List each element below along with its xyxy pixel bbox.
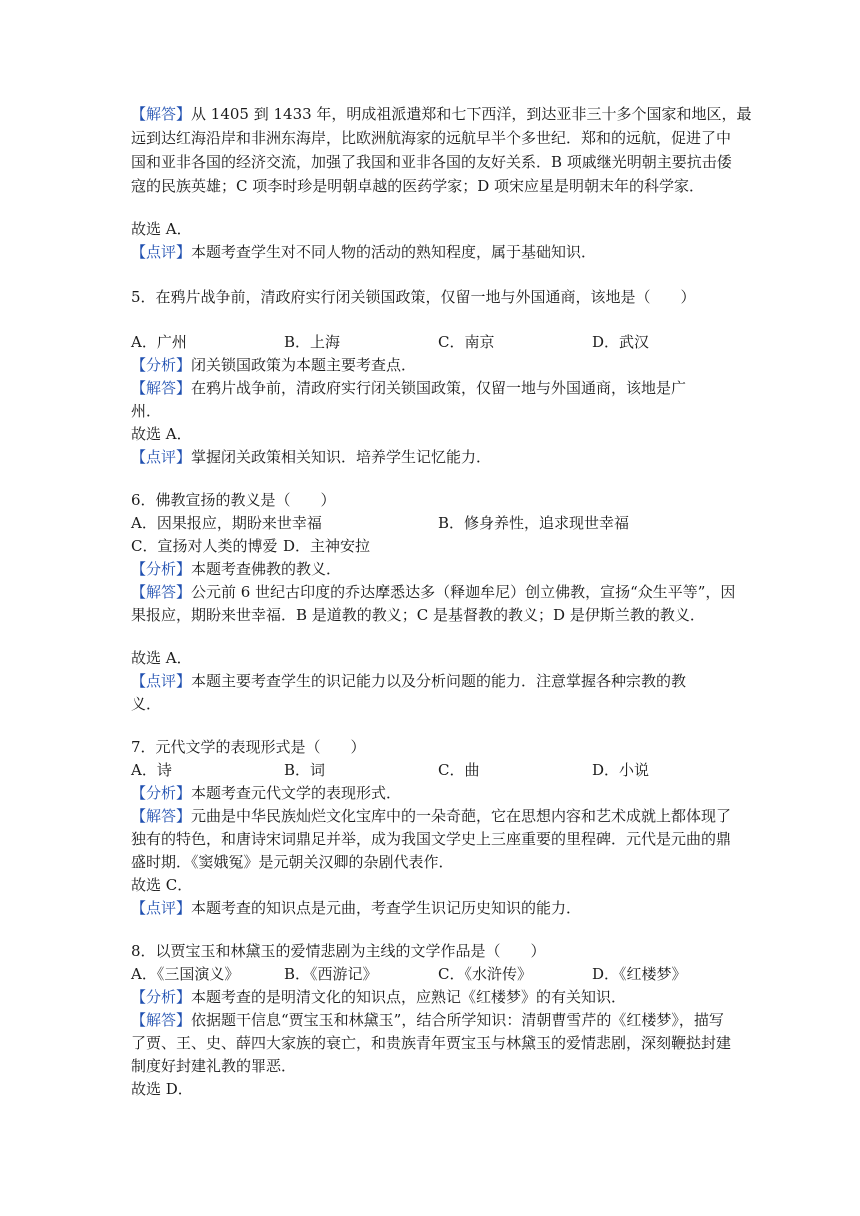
q4-answer-line: 【解答】从 1405 到 1433 年，明成祖派遣郑和七下西洋，到达亚非三十多个国家和地区，最 [131, 105, 752, 123]
q7-option-b: B．词 [284, 761, 326, 779]
q7-answer-line: 【解答】元曲是中华民族灿烂文化宝库中的一朵奇葩，它在思想内容和艺术成就上都体现了 [131, 807, 732, 825]
q8-stem: 8．以贾宝玉和林黛玉的爱情悲剧为主线的文学作品是（ ） [131, 942, 546, 960]
answer-tag: 【解答】 [131, 807, 192, 825]
q8-answer-line: 制度好封建礼教的罪恶． [131, 1057, 297, 1075]
analysis-tag: 【分析】 [131, 560, 192, 578]
q6-comment-line: 义． [131, 695, 162, 713]
q7-answer-line: 独有的特色，和唐诗宋词鼎足并举，成为我国文学史上三座重要的里程碑．元代是元曲的鼎 [131, 830, 732, 848]
q6-stem: 6．佛教宣扬的教义是（ ） [131, 491, 336, 509]
q6-answer-line: 【解答】公元前 6 世纪古印度的乔达摩悉达多（释迦牟尼）创立佛教，宣扬“众生平等”，因 [131, 583, 736, 601]
comment-tag: 【点评】 [131, 899, 192, 917]
analysis-tag: 【分析】 [131, 784, 192, 802]
q5-stem: 5．在鸦片战争前，清政府实行闭关锁国政策，仅留一地与外国通商，该地是（ ） [131, 288, 696, 306]
q5-analysis: 【分析】闭关锁国政策为本题主要考查点． [131, 356, 417, 374]
q7-choice: 故选 C． [131, 876, 193, 894]
q4-answer-line: 远到达红海沿岸和非洲东海岸，比欧洲航海家的远航早半个多世纪．郑和的远航，促进了中 [131, 129, 732, 147]
q5-answer-line: 州． [131, 402, 162, 420]
q7-option-d: D．小说 [592, 761, 650, 779]
answer-tag: 【解答】 [131, 105, 192, 123]
q6-comment-line: 【点评】本题主要考查学生的识记能力以及分析问题的能力．注意掌握各种宗教的教 [131, 672, 687, 690]
q6-answer-line: 果报应，期盼来世幸福．B 是道教的教义；C 是基督教的教义；D 是伊斯兰教的教义． [131, 606, 705, 624]
q7-answer-line: 盛时期．《窦娥冤》是元朝关汉卿的杂剧代表作． [131, 853, 454, 871]
q8-answer-line: 【解答】依据题干信息“贾宝玉和林黛玉”，结合所学知识：清朝曹雪芹的《红楼梦》，描写 [131, 1011, 724, 1029]
comment-tag: 【点评】 [131, 243, 192, 261]
q7-comment: 【点评】本题考查的知识点是元曲，考查学生识记历史知识的能力． [131, 899, 582, 917]
q6-analysis: 【分析】本题考查佛教的教义． [131, 560, 342, 578]
q5-comment: 【点评】掌握闭关政策相关知识．培养学生记忆能力． [131, 448, 492, 466]
answer-tag: 【解答】 [131, 583, 192, 601]
comment-tag: 【点评】 [131, 672, 192, 690]
q7-stem: 7．元代文学的表现形式是（ ） [131, 738, 366, 756]
q8-option-d: D．《红楼梦》 [592, 965, 687, 983]
q7-option-c: C．曲 [438, 761, 480, 779]
q8-option-c: C．《水浒传》 [438, 965, 532, 983]
q5-option-d: D．武汉 [592, 333, 650, 351]
q8-option-a: A．《三国演义》 [131, 965, 240, 983]
q6-option-a: A．因果报应，期盼来世幸福 [131, 514, 322, 532]
q4-choice: 故选 A． [131, 220, 192, 238]
q7-option-a: A．诗 [131, 761, 172, 779]
q6-option-d: D．主神安拉 [283, 537, 371, 555]
q5-option-a: A．广州 [131, 333, 187, 351]
q4-answer-line: 国和亚非各国的经济交流，加强了我国和亚非各国的友好关系．B 项戚继光明朝主要抗击倭 [131, 153, 732, 171]
q6-option-c: C．宣扬对人类的博爱 [131, 537, 278, 555]
q5-choice: 故选 A． [131, 425, 192, 443]
analysis-tag: 【分析】 [131, 988, 192, 1006]
q5-answer-line: 【解答】在鸦片战争前，清政府实行闭关锁国政策，仅留一地与外国通商，该地是广 [131, 379, 687, 397]
q6-option-b: B．修身养性，追求现世幸福 [438, 514, 630, 532]
q5-option-b: B．上海 [284, 333, 341, 351]
q5-option-c: C．南京 [438, 333, 495, 351]
q7-analysis: 【分析】本题考查元代文学的表现形式． [131, 784, 402, 802]
q4-answer-line: 寇的民族英雄；C 项李时珍是明朝卓越的医药学家；D 项宋应星是明朝末年的科学家． [131, 177, 705, 195]
q8-choice: 故选 D． [131, 1080, 193, 1098]
q8-option-b: B．《西游记》 [284, 965, 378, 983]
q8-answer-line: 了贾、王、史、薛四大家族的衰亡，和贵族青年贾宝玉与林黛玉的爱情悲剧，深刻鞭挞封建 [131, 1034, 732, 1052]
q8-analysis: 【分析】本题考查的是明清文化的知识点，应熟记《红楼梦》的有关知识． [131, 988, 627, 1006]
q4-comment: 【点评】本题考查学生对不同人物的活动的熟知程度，属于基础知识． [131, 243, 597, 261]
comment-tag: 【点评】 [131, 448, 192, 466]
q6-choice: 故选 A． [131, 649, 192, 667]
answer-tag: 【解答】 [131, 1011, 192, 1029]
analysis-tag: 【分析】 [131, 356, 192, 374]
answer-tag: 【解答】 [131, 379, 192, 397]
